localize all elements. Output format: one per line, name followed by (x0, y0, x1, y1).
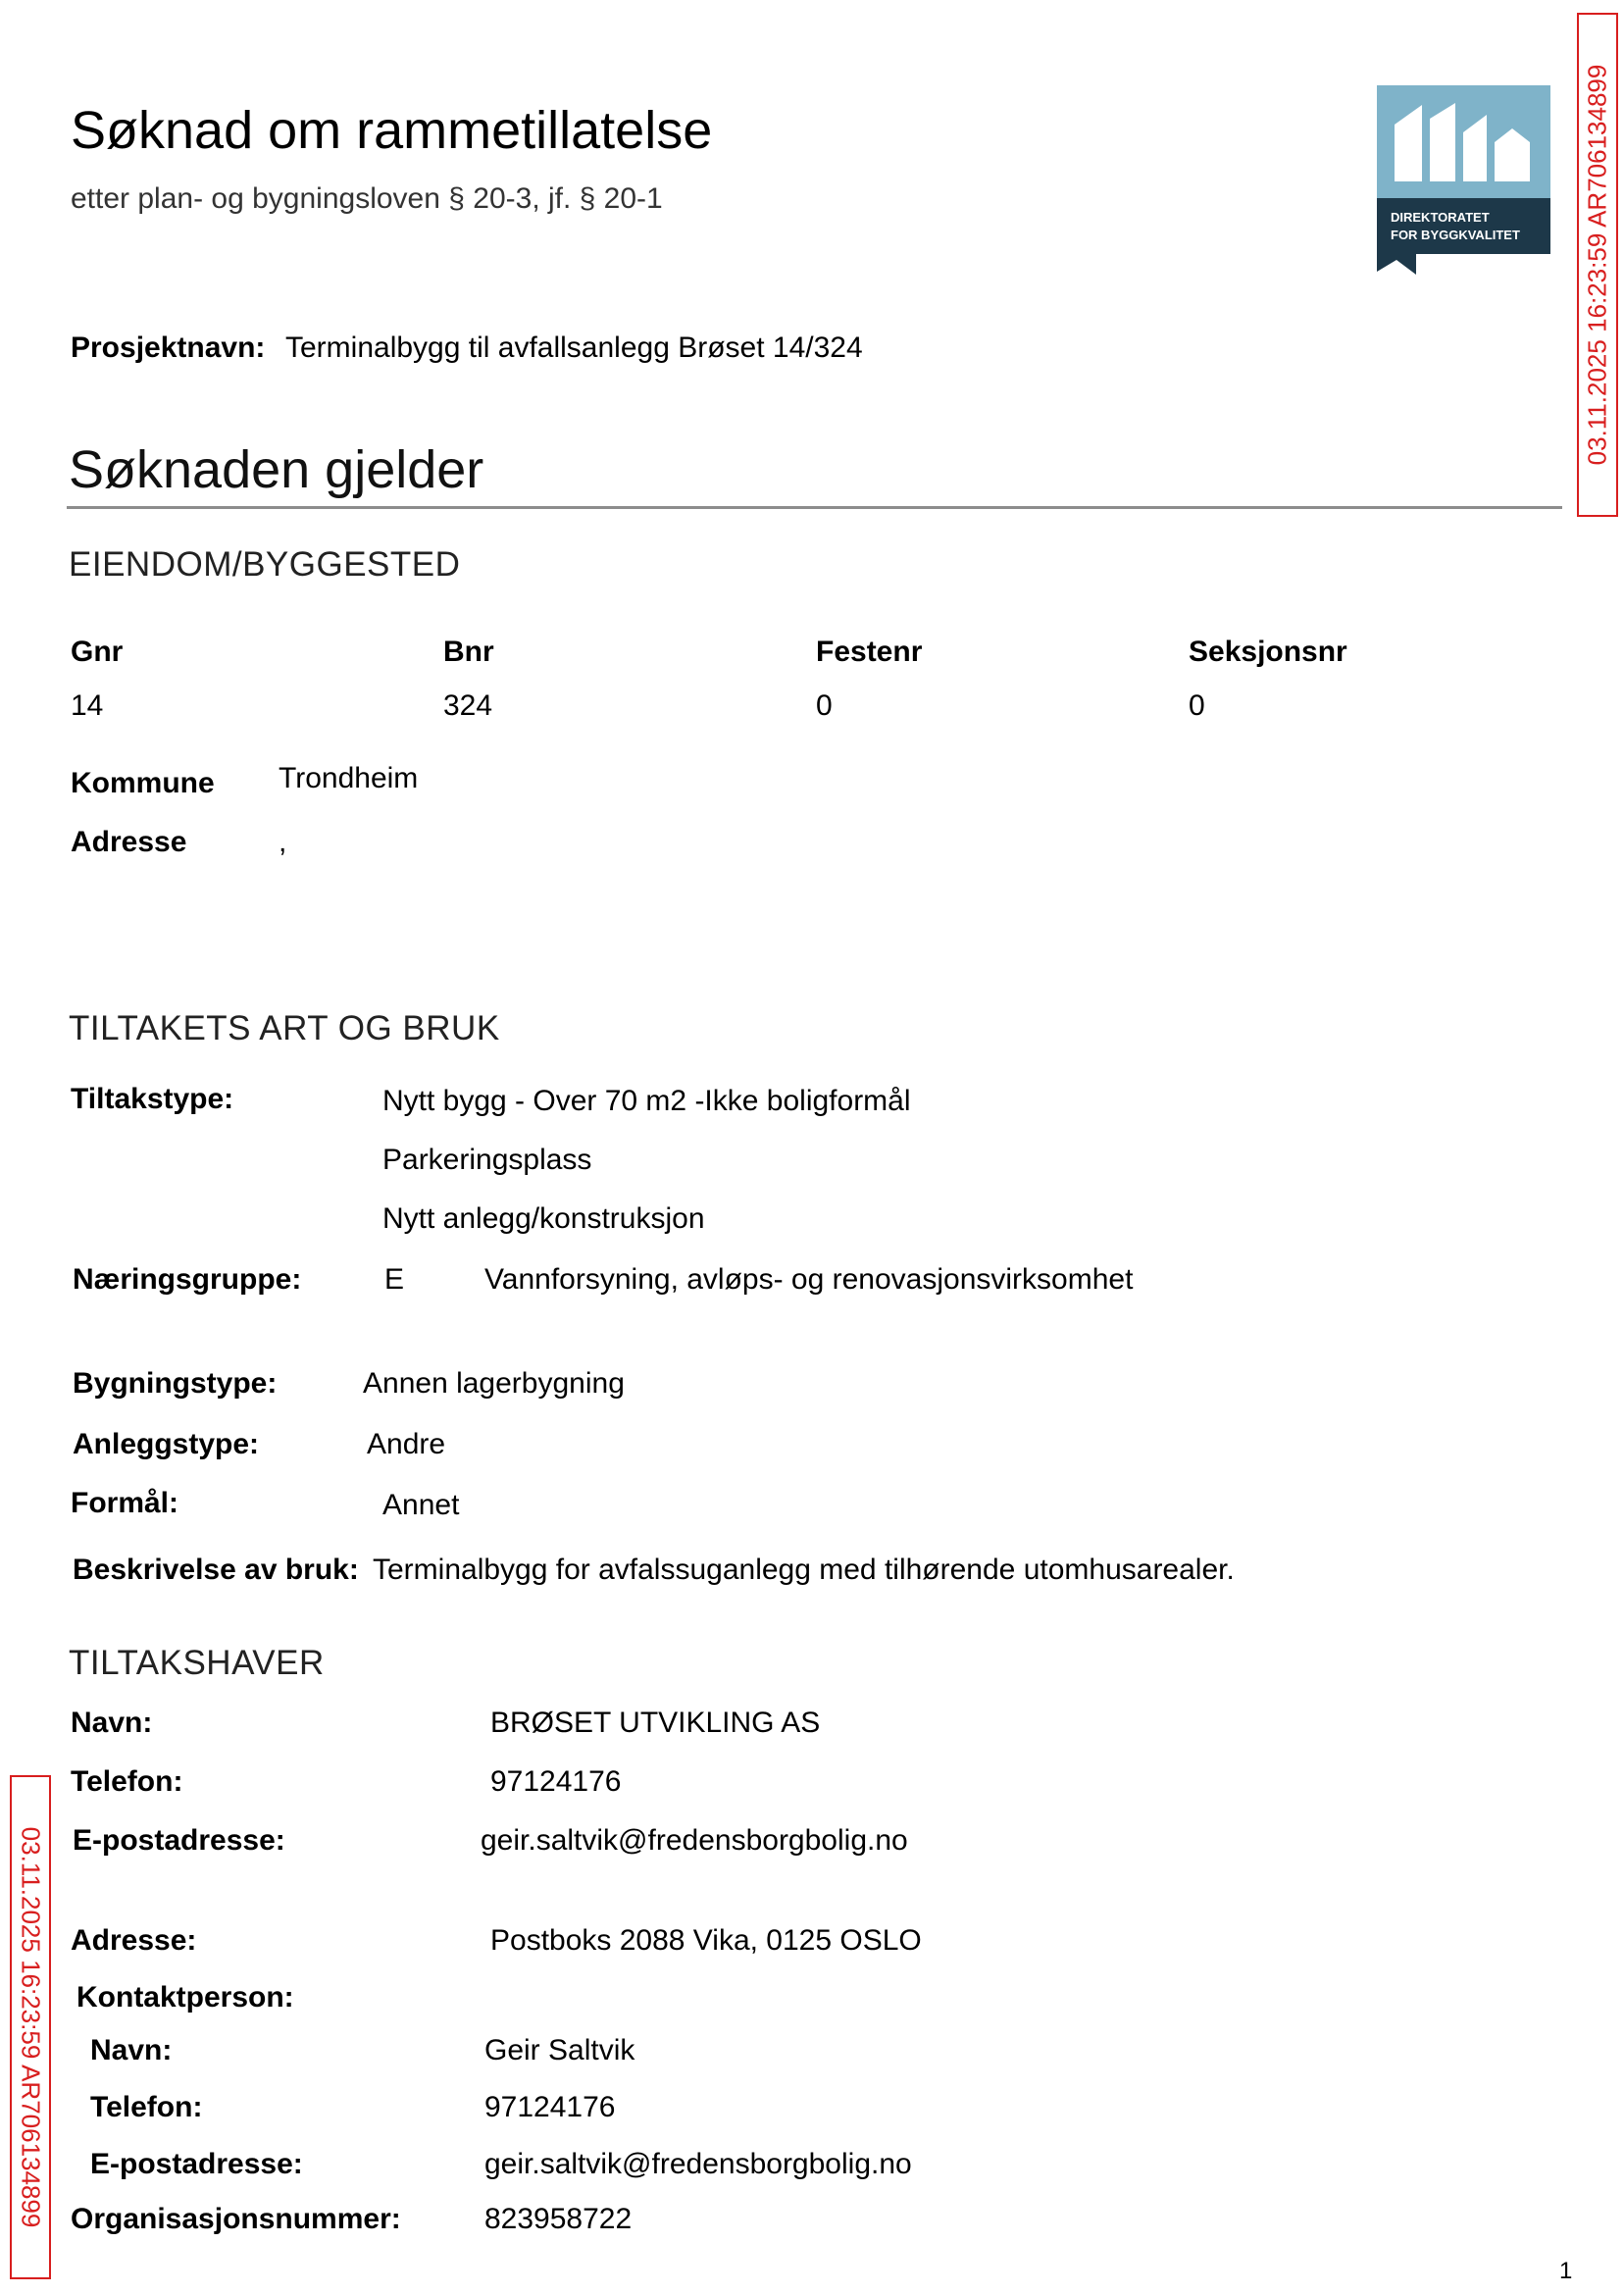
gnr-value: 14 (71, 689, 104, 722)
kontakt-navn-value: Geir Saltvik (484, 2034, 635, 2066)
telefon-label: Telefon: (71, 1765, 183, 1798)
logo-line2: FOR BYGGKVALITET (1391, 228, 1520, 242)
bnr-value: 324 (443, 689, 493, 722)
adresse-label: Adresse: (71, 1924, 197, 1957)
tiltakstype-label: Tiltakstype: (71, 1083, 234, 1115)
page-subtitle: etter plan- og bygningsloven § 20-3, jf. § 20-1 (71, 182, 663, 215)
kommune-label: Kommune (71, 767, 215, 799)
seksjonsnr-label: Seksjonsnr (1189, 636, 1347, 668)
beskrivelse-value: Terminalbygg for avfalssuganlegg med tilhørende utomhusarealer. (373, 1554, 1235, 1586)
page-number: 1 (1559, 2258, 1573, 2284)
seksjonsnr-value: 0 (1189, 689, 1205, 722)
page-title: Søknad om rammetillatelse (71, 101, 713, 160)
project-value: Terminalbygg til avfallsanlegg Brøset 14/324 (285, 331, 863, 364)
tiltakshaver-heading: TILTAKSHAVER (69, 1644, 325, 1682)
adresse-value: Postboks 2088 Vika, 0125 OSLO (490, 1924, 922, 1957)
beskrivelse-label: Beskrivelse av bruk: (73, 1554, 359, 1586)
kontakt-navn-label: Navn: (90, 2034, 173, 2066)
naeringsgruppe-code: E (384, 1263, 405, 1296)
dibk-logo (1377, 85, 1550, 275)
navn-label: Navn: (71, 1707, 153, 1739)
naeringsgruppe-label: Næringsgruppe: (73, 1263, 302, 1296)
telefon-value: 97124176 (490, 1765, 622, 1798)
timestamp-stamp-bottom (10, 1775, 51, 2279)
anleggstype-label: Anleggstype: (73, 1428, 260, 1460)
tiltakstype-item: Nytt anlegg/konstruksjon (382, 1202, 705, 1235)
tiltakstype-item: Parkeringsplass (382, 1144, 592, 1176)
project-label: Prosjektnavn: (71, 331, 266, 364)
tiltak-heading: TILTAKETS ART OG BRUK (69, 1009, 500, 1047)
festenr-value: 0 (816, 689, 833, 722)
adresse-label: Adresse (71, 826, 187, 858)
orgnr-label: Organisasjonsnummer: (71, 2203, 401, 2235)
anleggstype-value: Andre (367, 1428, 446, 1460)
bygningstype-label: Bygningstype: (73, 1367, 278, 1400)
naeringsgruppe-value: Vannforsyning, avløps- og renovasjonsvirksomhet (484, 1263, 1134, 1296)
festenr-label: Festenr (816, 636, 923, 668)
timestamp-stamp-top (1577, 13, 1618, 517)
kontakt-telefon-label: Telefon: (90, 2091, 203, 2123)
section-divider (67, 506, 1562, 509)
kontakt-telefon-value: 97124176 (484, 2091, 616, 2123)
kommune-value: Trondheim (279, 762, 419, 794)
epost-label: E-postadresse: (73, 1824, 285, 1857)
formaal-value: Annet (382, 1489, 460, 1521)
logo-line1: DIREKTORATET (1391, 210, 1490, 225)
kontakt-epost-value: geir.saltvik@fredensborgbolig.no (484, 2148, 912, 2180)
adresse-value: , (279, 826, 287, 858)
section-heading: Søknaden gjelder (69, 440, 484, 499)
kontakt-epost-label: E-postadresse: (90, 2148, 303, 2180)
navn-value: BRØSET UTVIKLING AS (490, 1707, 821, 1739)
bnr-label: Bnr (443, 636, 494, 668)
property-heading: EIENDOM/BYGGESTED (69, 545, 461, 584)
formaal-label: Formål: (71, 1487, 179, 1519)
epost-value: geir.saltvik@fredensborgbolig.no (481, 1824, 908, 1857)
gnr-label: Gnr (71, 636, 124, 668)
orgnr-value: 823958722 (484, 2203, 633, 2235)
timestamp-text: 03.11.2025 16:23:59 AR706134899 (1582, 64, 1612, 466)
tiltakstype-item: Nytt bygg - Over 70 m2 -Ikke boligformål (382, 1085, 911, 1117)
bygningstype-value: Annen lagerbygning (363, 1367, 625, 1400)
timestamp-text: 03.11.2025 16:23:59 AR706134899 (16, 1826, 46, 2228)
kontaktperson-label: Kontaktperson: (76, 1981, 294, 2014)
